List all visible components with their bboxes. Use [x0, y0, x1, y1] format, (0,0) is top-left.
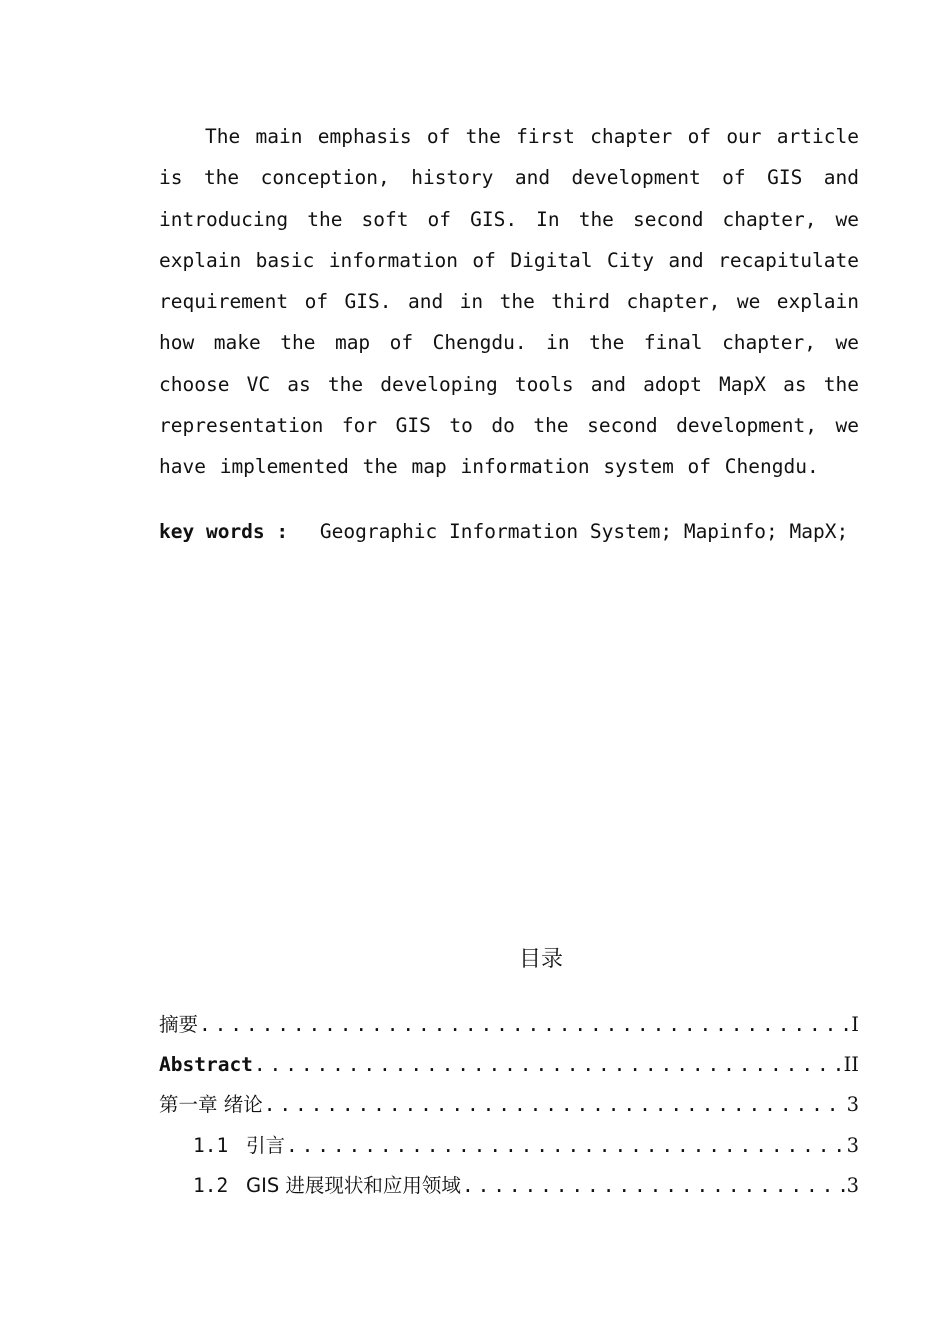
toc-entry-label: GIS 进展现状和应用领域: [245, 1173, 461, 1197]
toc-entry-chapter-1[interactable]: [159, 1085, 859, 1125]
toc-entry-abstract-en[interactable]: [159, 1045, 859, 1085]
toc-entry-page: 3: [846, 1173, 859, 1197]
toc-entry-section-1-1[interactable]: [159, 1126, 859, 1166]
toc-entry-abstract-cn[interactable]: [159, 1005, 859, 1045]
toc-title: 目录: [518, 947, 563, 972]
toc-leader-dots: [254, 1045, 842, 1085]
toc-entry-label: Abstract: [159, 1053, 253, 1077]
toc-entry-label: 引言: [245, 1133, 285, 1157]
toc-entry-page: 3: [846, 1093, 859, 1117]
abstract-paragraph: The main emphasis of the first chapter of our article is the conception, history and development of GIS and introducing the soft of GIS. In the second chapter, we explain basic information of Digital City and recapitulate requirement of GIS. and in the third chapter, we explain how make the map of Chengdu. in the final chapter, we choose VC as the developing tools and adopt MapX as the representation for GIS to do the second development, we have implemented the map information system of Chengdu.: [159, 125, 859, 479]
toc-leader-dots: [264, 1085, 845, 1125]
toc-entry-page: 3: [846, 1133, 859, 1157]
keywords-value: Geographic Information System; Mapinfo; MapX;: [319, 520, 849, 543]
toc-leader-dots: [286, 1126, 845, 1166]
toc-entry-label: 第一章 绪论: [159, 1093, 263, 1117]
toc-entry-label: 摘要: [159, 1013, 199, 1036]
toc-entry-number: 1.2: [193, 1173, 229, 1197]
keywords-line: [159, 512, 879, 552]
toc-leader-dots: [462, 1166, 845, 1206]
toc-leader-dots: [199, 1005, 849, 1045]
toc-entry-section-1-2[interactable]: [159, 1166, 859, 1206]
toc-entry-number: 1.1: [193, 1133, 229, 1157]
table-of-contents: [159, 1005, 859, 1206]
keywords-label: key words :: [159, 520, 289, 543]
toc-entry-page: I: [851, 1013, 859, 1036]
toc-entry-page: II: [843, 1053, 859, 1077]
